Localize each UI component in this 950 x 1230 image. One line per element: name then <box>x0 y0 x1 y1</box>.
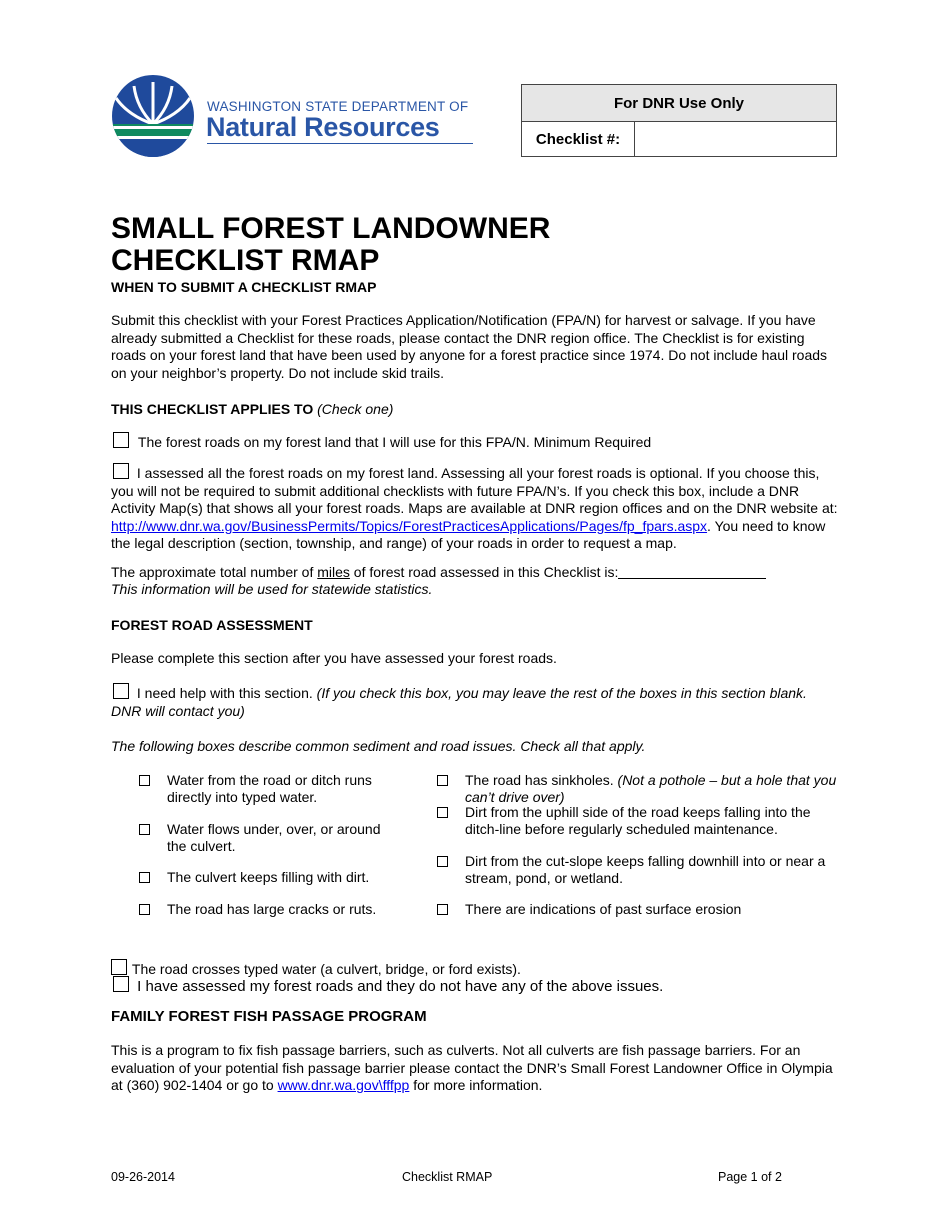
subtitle: WHEN TO SUBMIT A CHECKLIST RMAP <box>111 279 377 295</box>
no-issues-option <box>113 976 663 995</box>
dnr-logo-emblem-icon <box>110 74 196 158</box>
issue-right-2-checkbox[interactable] <box>437 807 448 818</box>
intro-paragraph: Submit this checklist with your Forest Practices Application/Notification (FPA/N) for harvest or salvage. If you have already submitted a Checklist for these roads, please contact the DNR region office. The Checklist is for existing roads on your forest land that have been used by anyone for a forest practice since 1974. Do not include haul roads on your neighbor’s property. Do not include skid trails. <box>111 312 828 381</box>
checklist-number-label: Checklist #: <box>522 122 635 157</box>
issue-left-3-label: The culvert keeps filling with dirt. <box>167 869 370 885</box>
issues-intro: The following boxes describe common sediment and road issues. Check all that apply. <box>111 738 646 754</box>
checklist-number-field[interactable] <box>635 122 837 157</box>
miles-text-before: The approximate total number of <box>111 564 314 580</box>
page-title <box>111 213 550 277</box>
issue-left-2-checkbox[interactable] <box>139 824 150 835</box>
footer-page: Page 1 of 2 <box>718 1170 782 1184</box>
issue-right-3-label: Dirt from the cut-slope keeps falling downhill into or near a stream, pond, or wetland. <box>465 853 826 886</box>
logo-text-line1: WASHINGTON STATE DEPARTMENT OF <box>207 99 469 114</box>
issue-right-1-checkbox[interactable] <box>437 775 448 786</box>
applies-option1 <box>113 432 843 452</box>
help-label: I need help with this section. <box>136 685 313 701</box>
issue-right-2-label: Dirt from the uphill side of the road keeps falling into the ditch-line before regularly scheduled maintenance. <box>465 804 811 837</box>
help-option <box>111 683 841 720</box>
fish-heading: FAMILY FOREST FISH PASSAGE PROGRAM <box>111 1008 427 1025</box>
fish-paragraph <box>111 1042 841 1095</box>
miles-line <box>111 564 766 582</box>
assessment-heading: FOREST ROAD ASSESSMENT <box>111 617 313 633</box>
assessment-instruction: Please complete this section after you have assessed your forest roads. <box>111 650 557 666</box>
applies-option2-text: I assessed all the forest roads on my forest land. Assessing all your forest roads is optional. If you choose this, you will not be required to submit additional checklists with future FPA/N’s. If you check this box, include a DNR Activity Map(s) that shows all your forest roads. Maps are available at DNR region offices and on the DNR website at: <box>111 465 838 516</box>
fffpp-link[interactable]: www.dnr.wa.gov\fffpp <box>277 1077 410 1093</box>
activity-map-link[interactable]: http://www.dnr.wa.gov/BusinessPermits/Topics/ForestPracticesApplications/Pages/fp_fpars.aspx <box>111 517 708 534</box>
footer-center: Checklist RMAP <box>402 1170 493 1184</box>
issue-left-4-checkbox[interactable] <box>139 904 150 915</box>
issue-right-4-label: There are indications of past surface erosion <box>465 901 742 917</box>
fish-text-after: for more information. <box>413 1077 543 1093</box>
issue-left-4-label: The road has large cracks or ruts. <box>167 901 377 917</box>
applies-option2 <box>111 463 841 553</box>
title-line2: CHECKLIST RMAP <box>111 244 380 277</box>
help-checkbox[interactable] <box>113 683 129 699</box>
applies-option1-checkbox[interactable] <box>113 432 129 448</box>
miles-underlined-word: miles <box>317 564 350 580</box>
issue-right-1-note: (Not a pothole – but a hole that you can’t drive over) <box>465 772 837 805</box>
crossing-checkbox[interactable] <box>111 959 127 975</box>
dnr-use-only-box <box>521 84 837 157</box>
issue-left-1-checkbox[interactable] <box>139 775 150 786</box>
issue-right-1-main: The road has sinkholes. <box>465 772 614 788</box>
applies-option1-label: The forest roads on my forest land that I will use for this FPA/N. Minimum Required <box>137 434 652 450</box>
logo-text-line2: Natural Resources <box>206 112 440 142</box>
issue-right-4-checkbox[interactable] <box>437 904 448 915</box>
miles-note: This information will be used for statewide statistics. <box>111 581 433 597</box>
miles-text-after: of forest road assessed in this Checklist is: <box>353 564 619 580</box>
applies-option2-checkbox[interactable] <box>113 463 129 479</box>
crossing-label: The road crosses typed water (a culvert, bridge, or ford exists). <box>131 961 521 977</box>
applies-heading <box>111 401 393 417</box>
dnr-box-title: For DNR Use Only <box>522 85 837 122</box>
issue-left-1-label: Water from the road or ditch runs directly into typed water. <box>167 772 372 805</box>
applies-option2-text-after: . You need to know the legal description (section, township, and range) of your roads in order to request a map. <box>111 517 826 551</box>
no-issues-label: I have assessed my forest roads and they do not have any of the above issues. <box>137 978 664 995</box>
applies-heading-note: (Check one) <box>317 401 394 417</box>
fish-text: This is a program to fix fish passage barriers, such as culverts. Not all culverts are fish passage barriers. For an evaluation of your potential fish passage barrier please contact the DNR’s Small Forest Landowner Office in Olympia at (360) 902-1404 or go to <box>111 1042 833 1093</box>
logo-underline <box>207 143 473 144</box>
issue-left-3-checkbox[interactable] <box>139 872 150 883</box>
footer-date: 09-26-2014 <box>111 1170 175 1184</box>
applies-heading-text: THIS CHECKLIST APPLIES TO <box>111 401 314 417</box>
help-note: (If you check this box, you may leave the rest of the boxes in this section blank. DNR will contact you) <box>111 685 807 719</box>
miles-input[interactable] <box>618 578 766 579</box>
issue-left-2-label: Water flows under, over, or around the culvert. <box>167 821 381 854</box>
issue-right-3-checkbox[interactable] <box>437 856 448 867</box>
title-line1: SMALL FOREST LANDOWNER <box>111 212 551 245</box>
dnr-logo <box>110 74 480 158</box>
no-issues-checkbox[interactable] <box>113 976 129 992</box>
issue-right-1-label <box>465 772 840 806</box>
